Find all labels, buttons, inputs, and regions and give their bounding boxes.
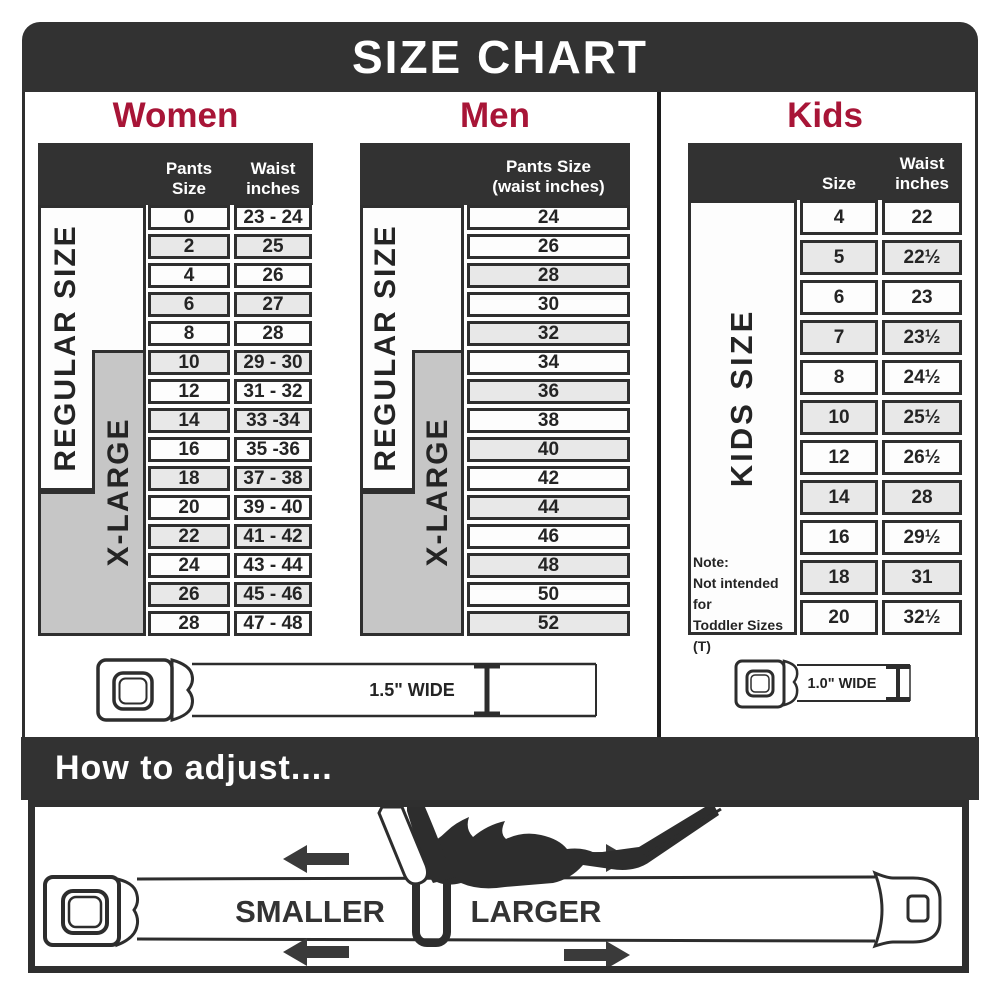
table-cell: 18: [148, 466, 230, 491]
table-cell: 43 - 44: [234, 553, 312, 578]
table-row: [467, 553, 630, 578]
kids-col-size: Size: [821, 174, 857, 193]
table-cell: 22: [882, 200, 962, 235]
panel-divider: [657, 92, 661, 737]
table-cell: 10: [148, 350, 230, 375]
table-cell: 26: [234, 263, 312, 288]
smaller-label: SMALLER: [235, 894, 385, 929]
kids-belt-illustration: [730, 655, 930, 715]
table-row: [467, 263, 630, 288]
table-cell: 44: [467, 495, 630, 520]
table-cell: 25: [234, 234, 312, 259]
kids-size-label: KIDS SIZE: [724, 308, 759, 488]
women-table-body: [148, 205, 312, 640]
table-cell: 23½: [882, 320, 962, 355]
table-cell: 6: [800, 280, 878, 315]
table-cell: 25½: [882, 400, 962, 435]
table-cell: 38: [467, 408, 630, 433]
table-row: [148, 495, 312, 520]
table-cell: 29 - 30: [234, 350, 312, 375]
table-row: [800, 280, 962, 315]
table-row: [148, 611, 312, 636]
table-cell: 8: [148, 321, 230, 346]
table-cell: 23 - 24: [234, 205, 312, 230]
women-regular-label: REGULAR SIZE: [49, 224, 82, 472]
table-cell: 28: [882, 480, 962, 515]
table-cell: 32½: [882, 600, 962, 635]
larger-label: LARGER: [470, 894, 602, 929]
men-heading: Men: [460, 96, 530, 135]
table-cell: 42: [467, 466, 630, 491]
table-cell: 26: [148, 582, 230, 607]
table-cell: 18: [800, 560, 878, 595]
table-cell: 0: [148, 205, 230, 230]
table-row: [467, 379, 630, 404]
table-cell: 24: [467, 205, 630, 230]
table-cell: 34: [467, 350, 630, 375]
table-cell: 30: [467, 292, 630, 317]
table-cell: 2: [148, 234, 230, 259]
table-cell: 22½: [882, 240, 962, 275]
table-row: [148, 234, 312, 259]
frame-border-right: [975, 92, 978, 737]
table-row: [148, 379, 312, 404]
table-cell: 16: [800, 520, 878, 555]
men-table-header: [360, 143, 630, 205]
table-cell: 14: [800, 480, 878, 515]
table-cell: 46: [467, 524, 630, 549]
table-cell: 12: [800, 440, 878, 475]
table-row: [148, 350, 312, 375]
table-cell: 35 -36: [234, 437, 312, 462]
table-cell: 37 - 38: [234, 466, 312, 491]
men-col-pants-size: Pants Size (waist inches): [492, 157, 605, 196]
title-bar: [22, 22, 978, 92]
table-row: [800, 320, 962, 355]
table-row: [148, 205, 312, 230]
table-row: [800, 360, 962, 395]
kids-table-header: [688, 143, 962, 200]
table-cell: 26½: [882, 440, 962, 475]
table-cell: 20: [800, 600, 878, 635]
table-cell: 8: [800, 360, 878, 395]
table-cell: 28: [234, 321, 312, 346]
adult-belt-width-label: 1.5" WIDE: [369, 680, 455, 700]
kids-table-body: [800, 200, 962, 640]
table-row: [800, 400, 962, 435]
table-row: [467, 524, 630, 549]
table-row: [148, 524, 312, 549]
table-cell: 33 -34: [234, 408, 312, 433]
table-cell: 24½: [882, 360, 962, 395]
kids-belt-width-label: 1.0" WIDE: [807, 676, 877, 692]
table-cell: 10: [800, 400, 878, 435]
table-cell: 6: [148, 292, 230, 317]
table-cell: 27: [234, 292, 312, 317]
table-cell: 4: [800, 200, 878, 235]
table-row: [148, 292, 312, 317]
table-cell: 29½: [882, 520, 962, 555]
table-cell: 45 - 46: [234, 582, 312, 607]
table-row: [467, 205, 630, 230]
table-row: [800, 560, 962, 595]
table-cell: 31 - 32: [234, 379, 312, 404]
table-row: [800, 520, 962, 555]
table-row: [800, 480, 962, 515]
table-row: [148, 321, 312, 346]
table-row: [800, 200, 962, 235]
table-cell: 36: [467, 379, 630, 404]
table-row: [467, 495, 630, 520]
table-cell: 50: [467, 582, 630, 607]
how-to-adjust-bar: [21, 737, 979, 800]
table-cell: 31: [882, 560, 962, 595]
women-xlarge-label: X-LARGE: [102, 417, 135, 567]
adjust-belt-illustration: [35, 807, 962, 966]
table-cell: 7: [800, 320, 878, 355]
adult-belt-illustration: [90, 652, 610, 732]
men-table-body: [467, 205, 630, 640]
table-row: [148, 263, 312, 288]
table-row: [148, 582, 312, 607]
kids-col-waist: Waist inches: [895, 154, 949, 193]
table-row: [467, 437, 630, 462]
table-cell: 41 - 42: [234, 524, 312, 549]
women-col-pants-size: Pants Size: [165, 159, 213, 198]
kids-heading: Kids: [787, 96, 863, 135]
table-cell: 24: [148, 553, 230, 578]
table-cell: 28: [467, 263, 630, 288]
table-row: [148, 553, 312, 578]
table-cell: 52: [467, 611, 630, 636]
table-cell: 12: [148, 379, 230, 404]
table-row: [148, 466, 312, 491]
table-cell: 22: [148, 524, 230, 549]
men-regular-label: REGULAR SIZE: [369, 224, 402, 472]
table-cell: 4: [148, 263, 230, 288]
how-to-adjust-heading: How to adjust....: [55, 749, 333, 787]
kids-note: Note: Not intended for Toddler Sizes (T): [693, 554, 783, 654]
page-title: SIZE CHART: [352, 31, 648, 83]
table-row: [467, 292, 630, 317]
frame-border-left: [22, 92, 25, 737]
women-heading: Women: [112, 96, 239, 135]
table-row: [800, 440, 962, 475]
table-cell: 40: [467, 437, 630, 462]
women-col-waist: Waist inches: [246, 159, 300, 198]
table-cell: 5: [800, 240, 878, 275]
table-cell: 28: [148, 611, 230, 636]
men-xlarge-label: X-LARGE: [421, 417, 454, 567]
table-row: [467, 350, 630, 375]
table-row: [467, 321, 630, 346]
table-cell: 14: [148, 408, 230, 433]
table-row: [467, 408, 630, 433]
table-cell: 20: [148, 495, 230, 520]
table-cell: 48: [467, 553, 630, 578]
women-table-header: [38, 143, 313, 205]
table-row: [800, 240, 962, 275]
table-cell: 47 - 48: [234, 611, 312, 636]
table-row: [467, 234, 630, 259]
table-row: [467, 611, 630, 636]
table-cell: 39 - 40: [234, 495, 312, 520]
table-cell: 16: [148, 437, 230, 462]
table-row: [467, 582, 630, 607]
table-cell: 32: [467, 321, 630, 346]
table-row: [467, 466, 630, 491]
table-row: [148, 437, 312, 462]
table-row: [148, 408, 312, 433]
table-cell: 23: [882, 280, 962, 315]
table-row: [800, 600, 962, 635]
table-cell: 26: [467, 234, 630, 259]
